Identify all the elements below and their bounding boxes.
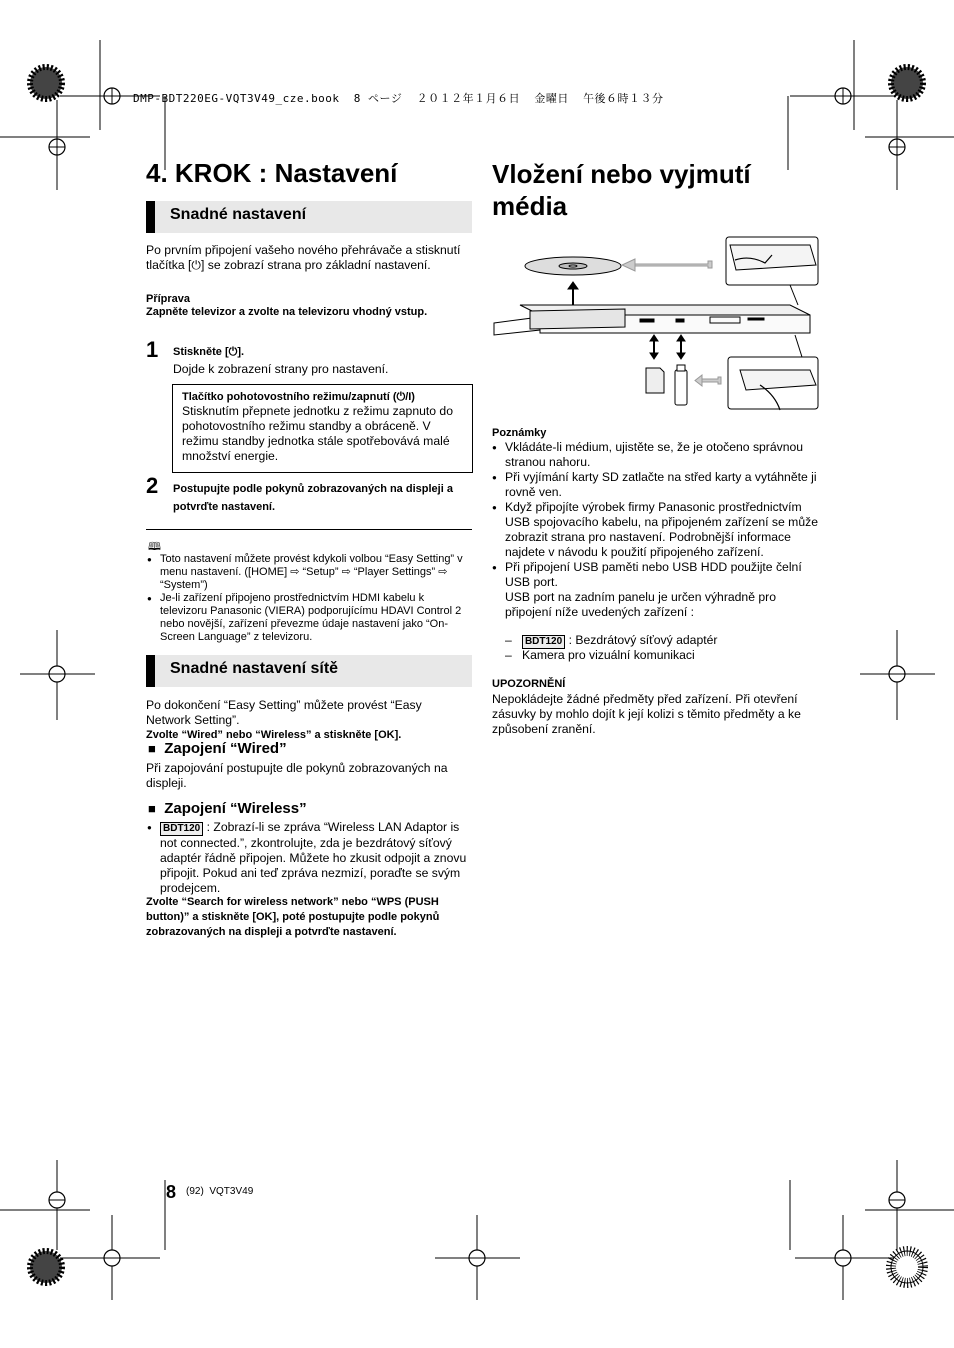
wireless-title: Zapojení “Wireless”: [164, 800, 307, 817]
step2-text: Postupujte podle pokynů zobrazovaných na displeji a potvrďte nastavení.: [173, 483, 453, 513]
page-title-right: [492, 158, 751, 222]
notes-label: Poznámky: [492, 427, 547, 439]
section-title: Snadné nastavení: [170, 206, 307, 223]
standby-info-box: [172, 384, 473, 473]
step-number-1: 1: [146, 337, 159, 362]
intro-text: Po prvním připojení vašeho nového přehrávače a stisknutí tlačítka [⏻] se zobrazí strana pro základní nastavení.: [146, 243, 461, 272]
step-number-2: 2: [146, 473, 159, 498]
step1-title: Stiskněte [⏻].: [173, 346, 245, 358]
section-header-network-setting: [146, 655, 472, 687]
wireless-instruction: Zvolte “Search for wireless network” nebo “WPS (PUSH button)” a stiskněte [OK], poté postupujte podle pokynů zobrazovaných na displeji a potvrďte nastavení.: [146, 896, 440, 938]
prep-text: Zapněte televizor a zvolte na televizoru vhodný vstup.: [146, 306, 428, 318]
usb-note: Při připojení USB paměti nebo USB HDD použijte čelní USB port.: [505, 560, 802, 589]
box-title: Tlačítko pohotovostního režimu/zapnutí (⏻/I): [182, 391, 415, 403]
media-insertion-illustration: [490, 235, 822, 415]
section-header-easy-setting: [146, 201, 472, 233]
model-tag: BDT120: [160, 822, 203, 836]
model-tag: BDT120: [522, 635, 565, 649]
network-intro: Po dokončení “Easy Setting” můžete provést “Easy Network Setting”.: [146, 698, 422, 727]
wired-title: Zapojení “Wired”: [164, 740, 287, 757]
note-item: ● Toto nastavení můžete provést kdykoli volbou “Easy Setting” v menu nastavení. ([HOME] ⇨ “Setup” ⇨ “Player Settings” ⇨ “System”): [147, 553, 471, 592]
note-item: [492, 560, 818, 620]
wired-heading: [148, 740, 287, 757]
page-code: (92) VQT3V49: [186, 1186, 254, 1197]
wireless-heading: [148, 800, 307, 817]
page-number: 8: [166, 1182, 177, 1202]
usb-note-2: USB port na zadním panelu je určen výhradně pro připojení níže uvedených zařízení :: [505, 590, 776, 619]
box-text: Stisknutím přepnete jednotku z režimu zapnuto do pohotovostního režimu standby a obráceně. V režimu standby jednotka stále spotřebovává malé množství energie.: [182, 404, 453, 463]
dash-text: : Bezdrátový síťový adaptér: [568, 633, 718, 647]
wired-text: Při zapojování postupujte dle pokynů zobrazovaných na displeji.: [146, 761, 448, 790]
book-header: DMP-BDT220EG-VQT3V49_cze.book 8 ページ ２０１２年１月６日 金曜日 午後６時１３分: [133, 92, 664, 105]
wireless-list: [147, 820, 471, 896]
title-line-2: média: [492, 191, 568, 221]
page-title-left: 4. KROK : Nastavení: [146, 158, 398, 188]
step1-text: Dojde k zobrazení strany pro nastavení.: [173, 362, 389, 376]
square-bullet-icon: ■: [148, 801, 156, 816]
divider: [146, 529, 472, 530]
note-item: ● Když připojíte výrobek firmy Panasonic prostřednictvím USB spojovacího kabelu, na připojeném zařízení se může zobrazit strana pro nastavení. Podrobnější informace najdete v návodu k použití připojeného zařízení.: [492, 500, 818, 560]
note-item: ● Vkládáte-li médium, ujistěte se, že je otočeno správnou stranou nahoru.: [492, 440, 818, 470]
note-book-icon: 🕮: [148, 541, 161, 553]
notes-list-left: [147, 553, 471, 644]
wireless-item: [147, 820, 471, 896]
note-item: ● Při vyjímání karty SD zatlačte na střed karty a vytáhněte ji rovně ven.: [492, 470, 818, 500]
dash-text: Kamera pro vizuální komunikaci: [521, 648, 695, 662]
prep-label: Příprava: [146, 293, 191, 305]
square-bullet-icon: ■: [148, 741, 156, 756]
dash-item-1: – BDT120 : Bezdrátový síťový adaptér: [505, 633, 718, 647]
section-title: Snadné nastavení sítě: [170, 660, 339, 677]
warning-text: Nepokládejte žádné předměty před zařízení. Při otevření zásuvky by mohlo dojít k její kolizi s těmito předměty a ke způsobení zranění.: [492, 692, 801, 736]
network-instruction: Zvolte “Wired” nebo “Wireless” a stiskněte [OK].: [146, 729, 402, 741]
warning-label: UPOZORNĚNÍ: [492, 678, 566, 690]
notes-list-right: [492, 440, 818, 620]
wireless-text: : Zobrazí-li se zpráva “Wireless LAN Adaptor is not connected.”, zkontrolujte, zda je bezdrátový síťový adaptér řádně připojen. Můžete ho zkusit odpojit a znovu připojit. Pokud ani teď zpráva nezmizí, poraďte se svým prodejcem.: [160, 820, 467, 895]
dash-item-2: – Kamera pro vizuální komunikaci: [505, 648, 695, 662]
note-item: ● Je-li zařízení připojeno prostřednictvím HDMI kabelu k televizoru Panasonic (VIERA) podporujícímu HDAVI Control 2 nebo novější, zařízení převezme údaje nastavení jako “On-Screen Language” z televizoru.: [147, 592, 471, 644]
title-line-1: Vložení nebo vyjmutí: [492, 159, 751, 189]
